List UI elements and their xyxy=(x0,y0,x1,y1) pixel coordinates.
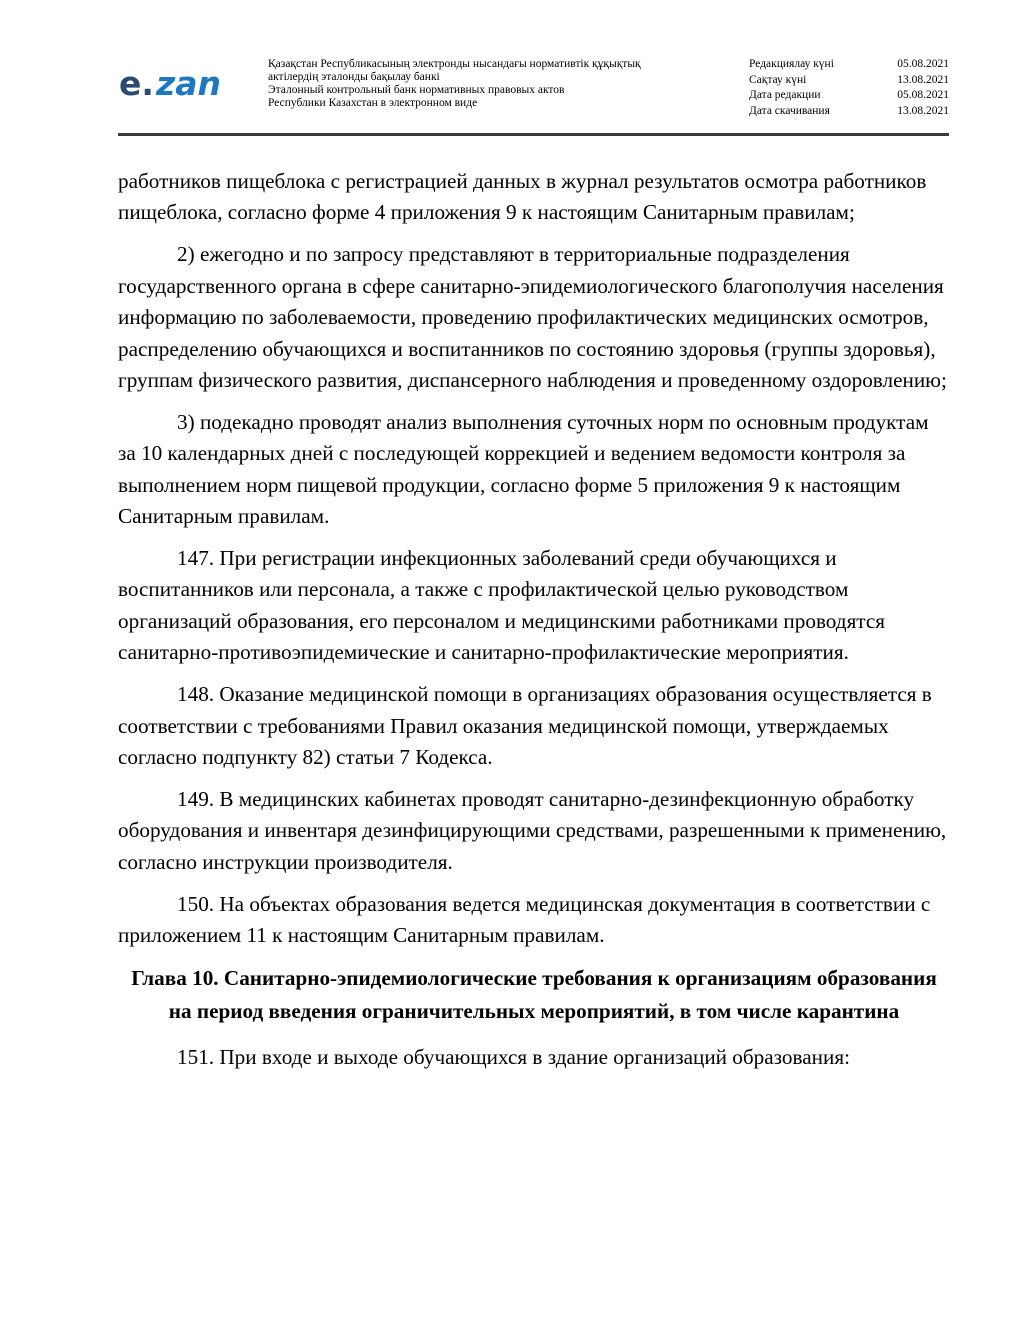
meta-value: 05.08.2021 xyxy=(897,58,949,70)
meta-value: 13.08.2021 xyxy=(897,104,949,117)
source-line: актілердің эталонды бақылау банкі xyxy=(268,71,440,83)
paragraph: 150. На объектах образования ведется медицинская документация в соответствии с приложением 11 к настоящим Санитарным правилам. xyxy=(118,891,931,947)
svg-text:zan: zan xyxy=(156,64,221,103)
meta-value: 13.08.2021 xyxy=(897,73,949,86)
paragraph: 147. При регистрации инфекционных заболеваний среди обучающихся и воспитанников или персонала, а также с профилактической целью руководством организаций образования, его персоналом и медицинскими работниками проводятся санитарно-противоэпидемические и санитарно-профилактические мероприятия. xyxy=(118,545,885,665)
meta-row xyxy=(749,57,949,73)
svg-text:e.: e. xyxy=(119,64,154,103)
chapter-heading: Глава 10. Санитарно-эпидемиологические требования к организациям образования на период введения ограничительных мероприятий, в том числе карантина xyxy=(131,965,937,1023)
source-line: Эталонный контрольный банк нормативных правовых актов xyxy=(268,84,565,96)
source-line: Республики Казахстан в электронном виде xyxy=(268,97,478,109)
paragraph: 148. Оказание медицинской помощи в организациях образования осуществляется в соответствии с требованиями Правил оказания медицинской помощи, утверждаемых согласно подпункту 82) статьи 7 Кодекса. xyxy=(118,682,932,769)
meta-value: 05.08.2021 xyxy=(897,89,949,101)
meta-label: Дата редакции xyxy=(749,89,821,101)
header-divider xyxy=(118,133,949,136)
meta-row xyxy=(749,104,949,120)
document-dates xyxy=(749,57,949,119)
source-line: Қазақстан Республикасының электронды нысандағы нормативтік құқықтық xyxy=(268,58,641,70)
paragraph: 2) ежегодно и по запросу представляют в территориальные подразделения государственного органа в сфере санитарно-эпидемиологического благополучия населения информацию по заболеваемости, проведению профилактических медицинских осмотров, распределению обучающихся и воспитанников по состоянию здоровья (группы здоровья), группам физического развития, диспансерного наблюдения и проведенному оздоровлению; xyxy=(118,242,947,392)
meta-row xyxy=(749,73,949,89)
meta-label: Сақтау күні xyxy=(749,73,807,86)
ezan-logo xyxy=(118,64,238,104)
meta-row xyxy=(749,88,949,104)
paragraph: 3) подекадно проводят анализ выполнения суточных норм по основным продуктам за 10 календарных дней с последующей коррекцией и ведением ведомости контроля за выполнением норм пищевой продукции, согласно форме 5 приложения 9 к настоящим Санитарным правилам. xyxy=(118,409,929,529)
meta-label: Редакциялау күні xyxy=(749,58,834,70)
paragraph: работников пищеблока с регистрацией данных в журнал результатов осмотра работников пищеблока, согласно форме 4 приложения 9 к настоящим Санитарным правилам; xyxy=(118,169,927,225)
source-description xyxy=(268,58,718,110)
meta-label: Дата скачивания xyxy=(749,104,830,117)
paragraph: 149. В медицинских кабинетах проводят санитарно-дезинфекционную обработку оборудования и инвентаря дезинфицирующими средствами, разрешенными к применению, согласно инструкции производителя. xyxy=(118,786,947,874)
paragraph: 151. При входе и выходе обучающихся в здание организаций образования: xyxy=(177,1044,850,1069)
document-body xyxy=(118,166,950,1084)
page-header xyxy=(118,52,950,132)
